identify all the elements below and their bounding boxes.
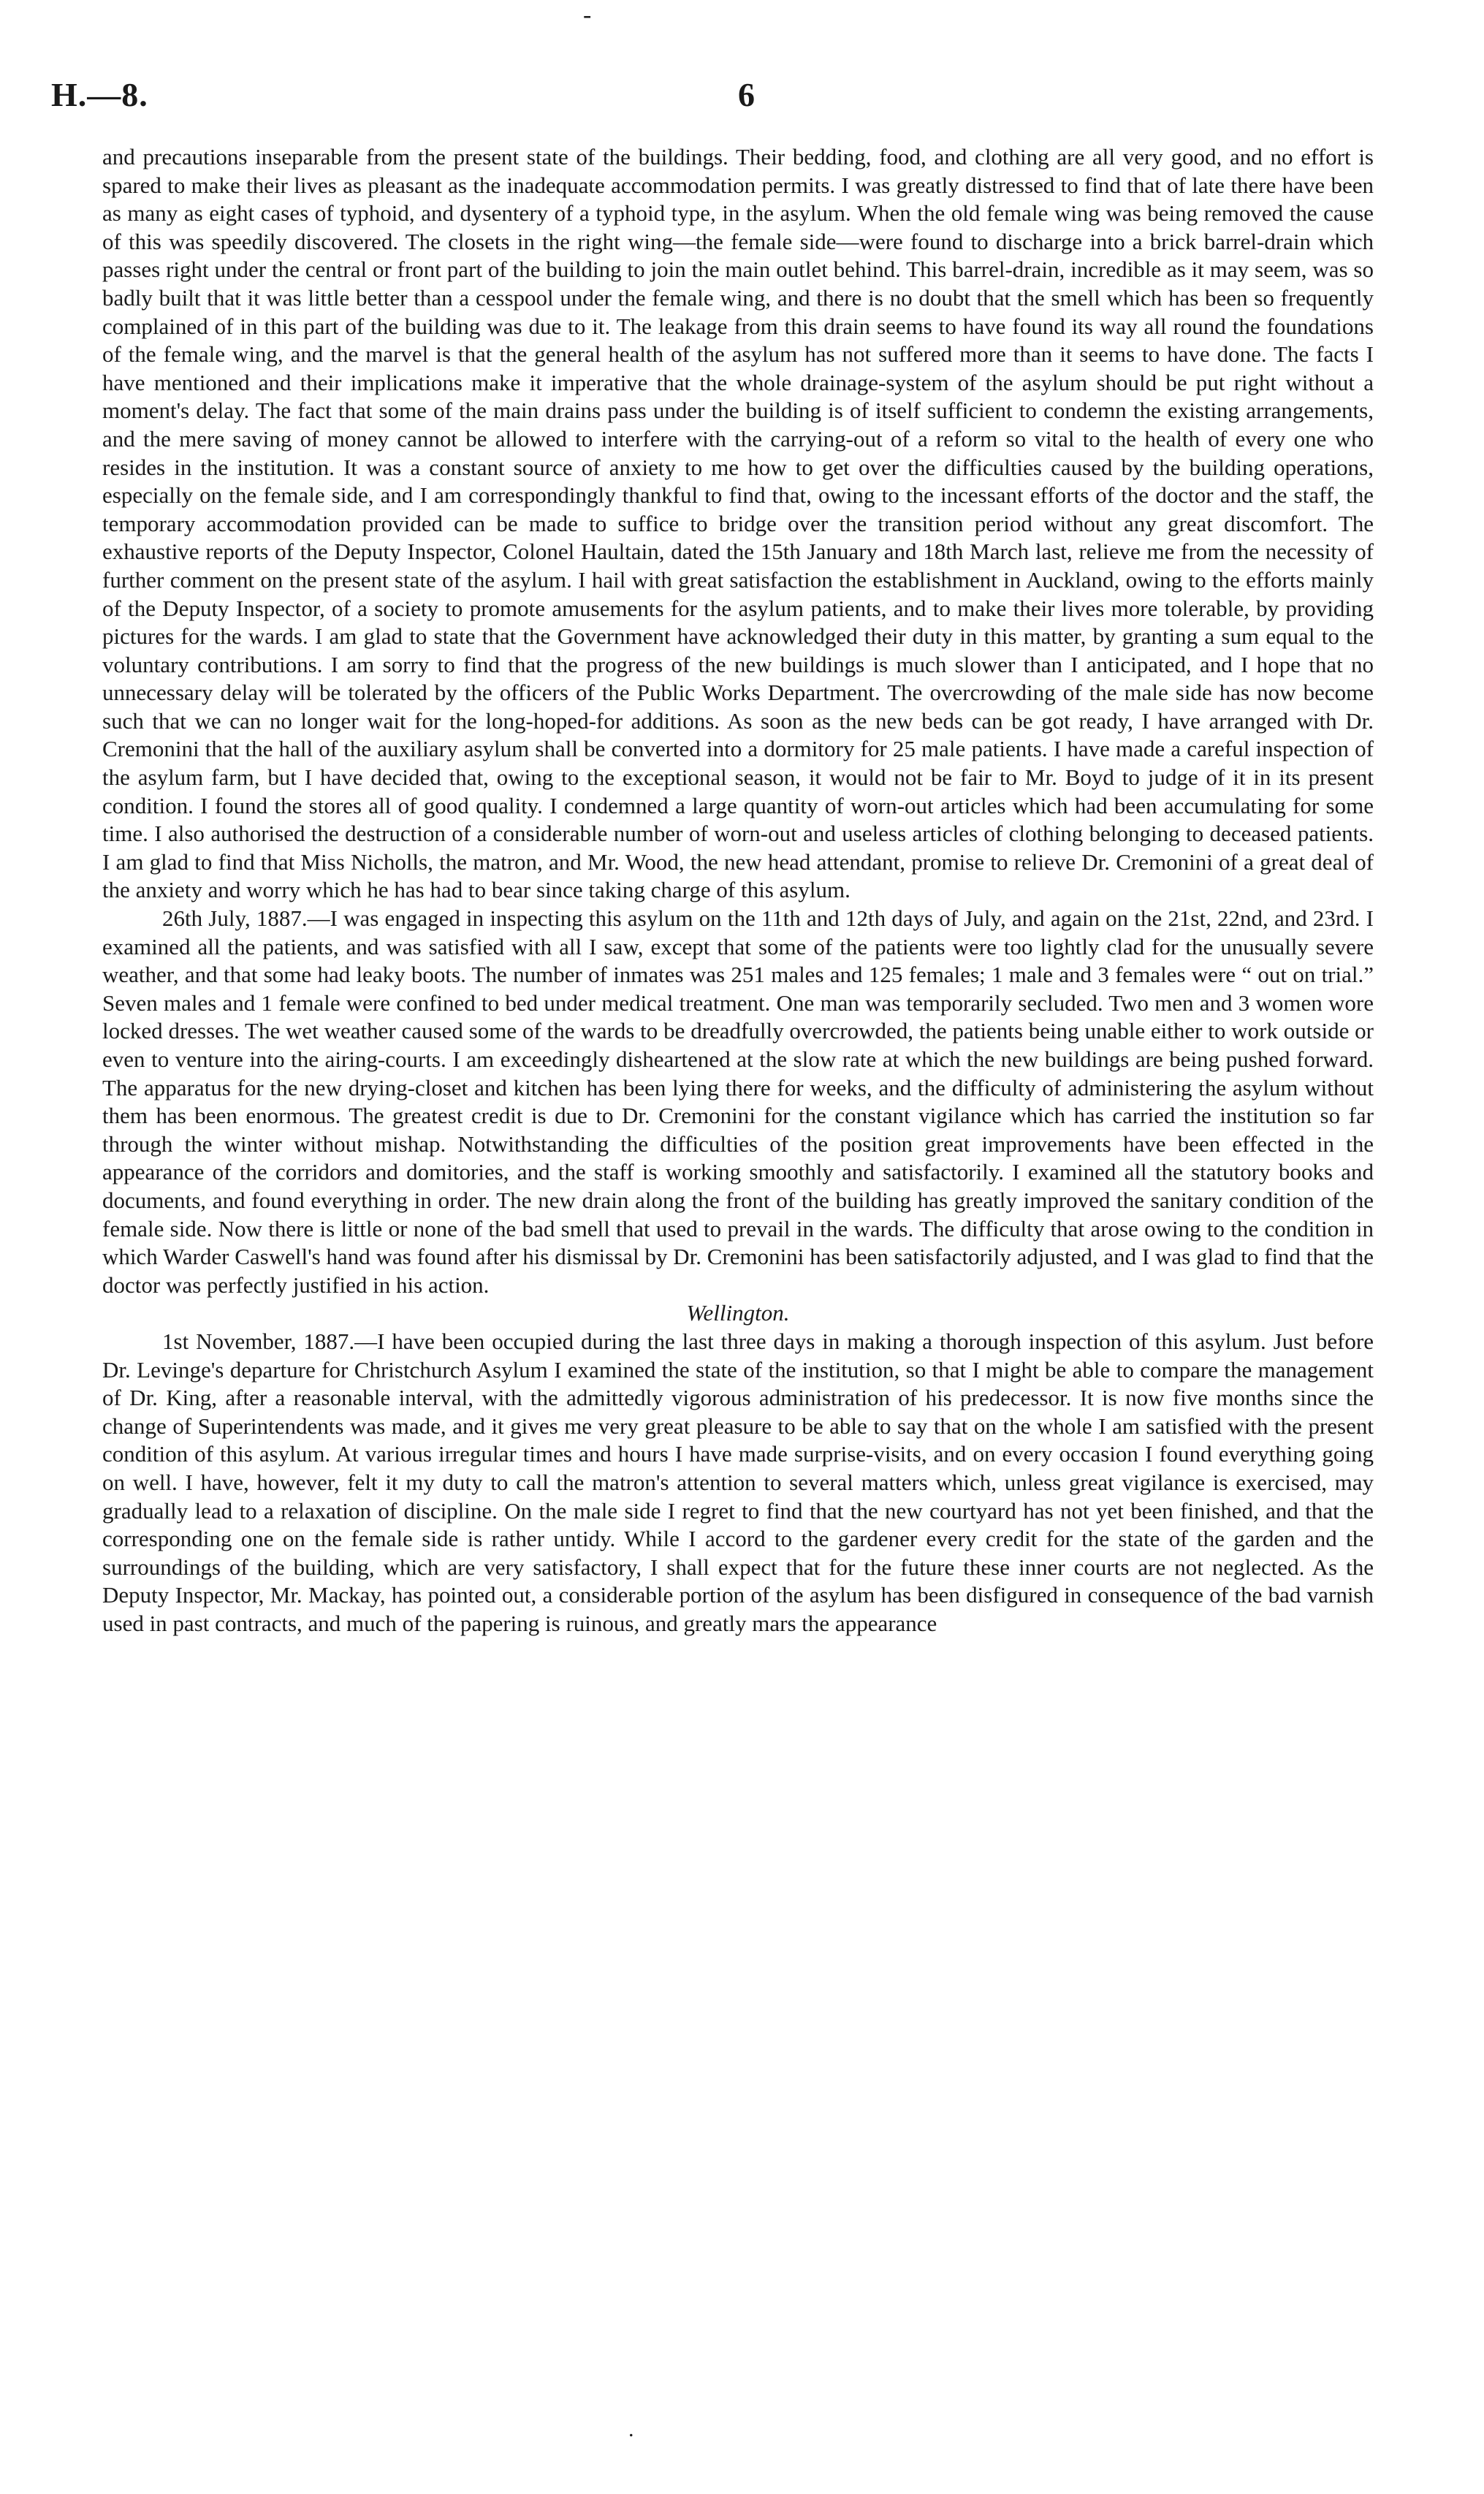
paragraph-november-1887: 1st November, 1887.—I have been occupied during the last three days in making a thorough inspection of this asylum. Just before Dr. Levinge's departure for Christchurch Asylum I examined the state of the institution, so that I might be able to compare the management of Dr. King, after a reasonable interval, with the admittedly vigorous administration of his predecessor. It is now five months since the change of Superintendents was made, and it gives me very great pleasure to be able to say that on the whole I am satisfied with the present condition of this asylum. At various irregular times and hours I have made surprise-visits, and on every occasion I found everything going on well. I have, however, felt it my duty to call the matron's attention to several matters which, unless great vigilance is exercised, may gradually lead to a relaxation of discipline. On the male side I regret to find that the new courtyard has not yet been finished, and that the corresponding one on the female side is rather untidy. While I accord to the gardener every credit for the state of the garden and the surroundings of the building, which are very satisfactory, I shall expect that for the future these inner courts are not neglected. As the Deputy Inspector, Mr. Mackay, has pointed out, a considerable portion of the asylum has been disfigured in consequence of the bad varnish used in past contracts, and much of the papering is ruinous, and greatly mars the appearance	[102, 1328, 1374, 1636]
bottom-mark: .	[628, 2417, 634, 2441]
body-text	[102, 143, 1374, 1638]
top-mark: -	[583, 1, 592, 28]
page-number: 6	[738, 76, 755, 113]
section-heading-wellington: Wellington.	[686, 1300, 790, 1326]
paragraph-july-1887: 26th July, 1887.—I was engaged in inspecting this asylum on the 11th and 12th days of July, and again on the 21st, 22nd, and 23rd. I examined all the patients, and was satisfied with all I saw, except that some of the patients were too lightly clad for the unusually severe weather, and that some had leaky boots. The number of inmates was 251 males and 125 females; 1 male and 3 females were “ out on trial.” Seven males and 1 female were confined to bed under medical treatment. One man was temporarily secluded. Two men and 3 women wore locked dresses. The wet weather caused some of the wards to be dreadfully overcrowded, the patients being unable either to work outside or even to venture into the airing-courts. I am exceedingly disheartened at the slow rate at which the new buildings are being pushed forward. The apparatus for the new drying-closet and kitchen has been lying there for weeks, and the difficulty of administering the asylum without them has been enormous. The greatest credit is due to Dr. Cremonini for the constant vigilance which has carried the institution so far through the winter without mishap. Notwithstanding the difficulties of the position great improvements have been effected in the appearance of the corridors and domitories, and the staff is working smoothly and satisfactorily. I examined all the statutory books and documents, and found everything in order. The new drain along the front of the building has greatly improved the sanitary condition of the female side. Now there is little or none of the bad smell that used to prevail in the wards. The difficulty that arose owing to the condition in which Warder Caswell's hand was found after his dismissal by Dr. Cremonini has been satisfactorily adjusted, and I was glad to find that the doctor was perfectly justified in his action.	[102, 905, 1374, 1298]
document-reference: H.—8.	[51, 76, 148, 113]
paragraph-continuation: and precautions inseparable from the present state of the buildings. Their bedding, food, and clothing are all very good, and no effort is spared to make their lives as pleasant as the inadequate accommodation permits. I was greatly distressed to find that of late there have been as many as eight cases of typhoid, and dysentery of a typhoid type, in the asylum. When the old female wing was being removed the cause of this was speedily discovered. The closets in the right wing—the female side—were found to discharge into a brick barrel-drain which passes right under the central or front part of the building to join the main outlet behind. This barrel-drain, incredible as it may seem, was so badly built that it was little better than a cesspool under the female wing, and there is no doubt that the smell which has been so frequently complained of in this part of the building was due to it. The leakage from this drain seems to have found its way all round the foundations of the female wing, and the marvel is that the general health of the asylum has not suffered more than it seems to have done. The facts I have mentioned and their implications make it imperative that the whole drainage-system of the asylum should be put right without a moment's delay. The fact that some of the main drains pass under the building is of itself sufficient to condemn the existing arrangements, and the mere saving of money cannot be allowed to interfere with the carrying-out of a reform so vital to the health of every one who resides in the institution. It was a constant source of anxiety to me how to get over the difficulties caused by the building operations, especially on the female side, and I am correspondingly thankful to find that, owing to the incessant efforts of the doctor and the staff, the temporary accommodation provided can be made to suffice to bridge over the transition period without any great discomfort. The exhaustive reports of the Deputy Inspector, Colonel Haultain, dated the 15th January and 18th March last, relieve me from the necessity of further comment on the present state of the asylum. I hail with great satisfaction the establishment in Auckland, owing to the efforts mainly of the Deputy Inspector, of a society to promote amusements for the asylum patients, and to make their lives more tolerable, by providing pictures for the wards. I am glad to state that the Government have acknowledged their duty in this matter, by granting a sum equal to the voluntary contributions. I am sorry to find that the progress of the new buildings is much slower than I anticipated, and I hope that no unnecessary delay will be tolerated by the officers of the Public Works Department. The overcrowding of the male side has now become such that we can no longer wait for the long-hoped-for additions. As soon as the new beds can be got ready, I have arranged with Dr. Cremonini that the hall of the auxiliary asylum shall be converted into a dormitory for 25 male patients. I have made a careful inspection of the asylum farm, but I have decided that, owing to the exceptional season, it would not be fair to Mr. Boyd to judge of it in its present condition. I found the stores all of good quality. I condemned a large quantity of worn-out articles which had been accumulating for some time. I also authorised the destruction of a considerable number of worn-out and useless articles of clothing belonging to deceased patients. I am glad to find that Miss Nicholls, the matron, and Mr. Wood, the new head attendant, promise to relieve Dr. Cremonini of a great deal of the anxiety and worry which he has had to bear since taking charge of this asylum.	[102, 144, 1374, 903]
page-header	[51, 73, 1366, 117]
